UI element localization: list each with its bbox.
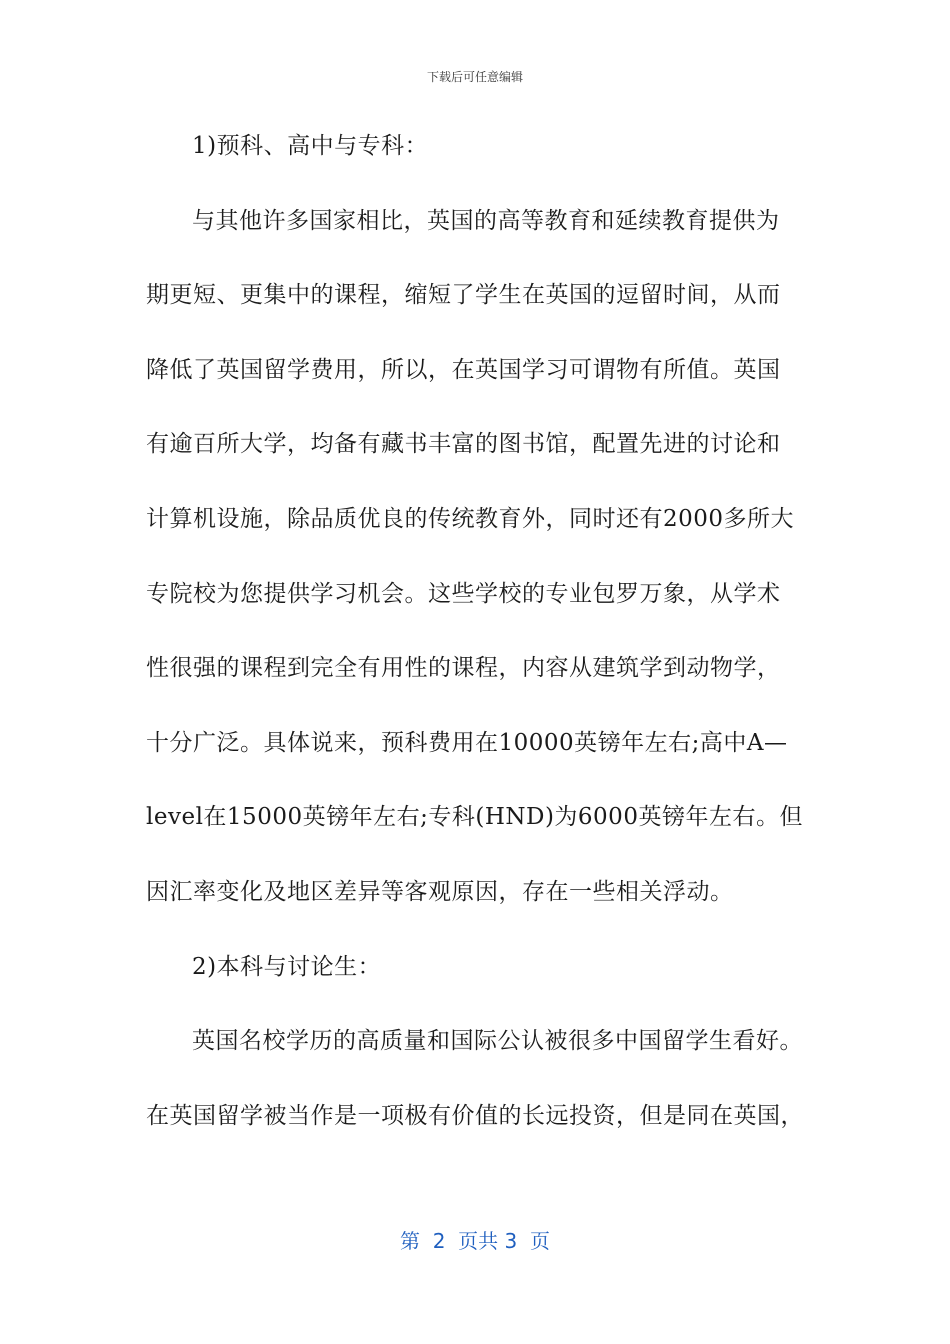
page-number-footer: 第 2 页共 3 页	[400, 1229, 550, 1253]
paragraph-line: 与其他许多国家相比，英国的高等教育和延续教育提供为	[192, 207, 780, 234]
paragraph-line: 英国名校学历的高质量和国际公认被很多中国留学生看好。	[192, 1028, 803, 1055]
document-body	[146, 118, 806, 1162]
paragraph-line: 因汇率变化及地区差异等客观原因，存在一些相关浮动。	[146, 878, 734, 905]
paragraph-line: 计算机设施，除品质优良的传统教育外，同时还有2000多所大	[146, 505, 795, 532]
paragraph-line: 有逾百所大学，均备有藏书丰富的图书馆，配置先进的讨论和	[146, 431, 781, 458]
paragraph-line: 在英国留学被当作是一项极有价值的长远投资，但是同在英国，	[146, 1102, 804, 1129]
paragraph-line: 十分广泛。具体说来，预科费用在10000英镑年左右;高中A—	[146, 729, 788, 756]
paragraph-line: 性很强的课程到完全有用性的课程，内容从建筑学到动物学，	[146, 655, 781, 682]
paragraph-line: level在15000英镑年左右;专科(HND)为6000英镑年左右。但	[146, 804, 803, 831]
section-heading-1: 1)预科、高中与专科：	[192, 133, 429, 159]
page-header-note: 下载后可任意编辑	[426, 70, 523, 84]
section-heading-2: 2)本科与讨论生：	[192, 953, 382, 980]
paragraph-line: 专院校为您提供学习机会。这些学校的专业包罗万象，从学术	[146, 580, 781, 607]
paragraph-line: 期更短、更集中的课程，缩短了学生在英国的逗留时间，从而	[146, 282, 781, 309]
paragraph-line: 降低了英国留学费用，所以，在英国学习可谓物有所值。英国	[146, 356, 781, 383]
